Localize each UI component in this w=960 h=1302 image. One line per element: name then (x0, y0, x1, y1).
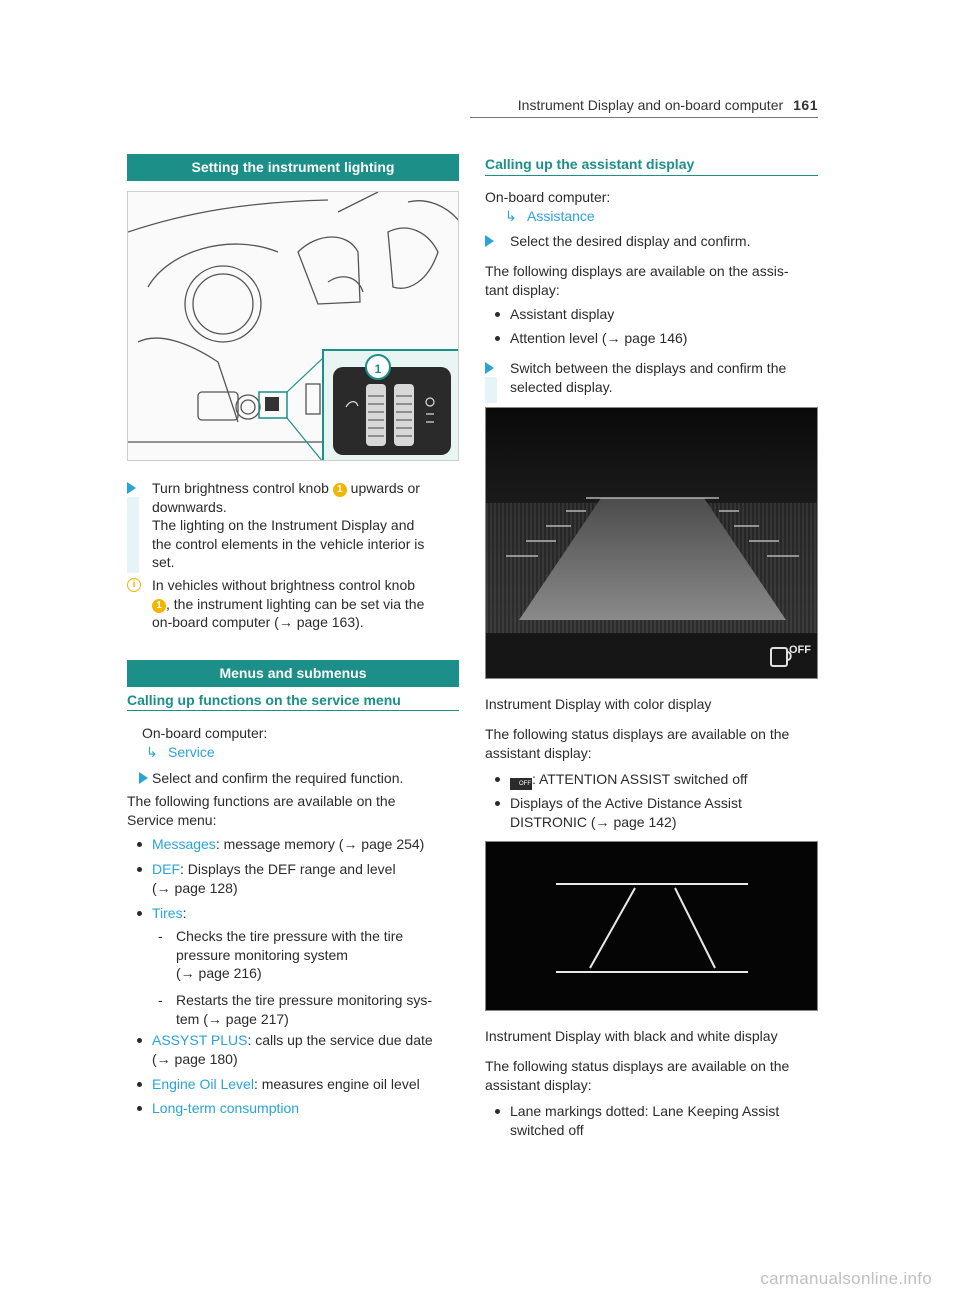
bullet-dot (137, 1038, 142, 1043)
info-line2 (152, 595, 424, 614)
long-term-link[interactable]: Long-term consumption (152, 1100, 300, 1116)
attention-off-label: OFF (789, 644, 811, 656)
tires-sub1-line1: Checks the tire pressure with the tire (176, 928, 404, 944)
menu-path-label: Assistance (527, 208, 595, 224)
status-line2: assistant display: (485, 744, 592, 761)
avail-line2: Service menu: (127, 811, 217, 828)
info-icon: i (127, 578, 141, 592)
bullet-dot (137, 1082, 142, 1087)
avail-line1: The following displays are available on the assis- (485, 263, 789, 279)
step-select-display-text: Select the desired display and confirm. (510, 233, 751, 249)
assyst-link[interactable]: ASSYST PLUS (152, 1032, 248, 1048)
dashboard-illustration (128, 192, 459, 461)
tires-colon: : (182, 905, 187, 921)
bullet-dot (495, 336, 500, 341)
header-rule (470, 117, 818, 118)
step-text-a: Turn brightness control knob (152, 480, 333, 496)
list-item-text-line2: switched off (510, 1121, 584, 1138)
step-text-line5: set. (152, 554, 175, 570)
tires-sub1-line2: pressure monitoring system (176, 946, 348, 963)
step-text-line1 (152, 479, 420, 498)
bullet-dot (495, 777, 500, 782)
attention-assist-off-text: : ATTENTION ASSIST switched off (532, 771, 748, 787)
tires-sub2-line2: tem (→ page 217) (176, 1010, 289, 1027)
avail-line2: tant display: (485, 281, 560, 298)
status2-line2: assistant display: (485, 1076, 592, 1093)
bullet-dot (137, 842, 142, 847)
header-title: Instrument Display and on-board computer (517, 97, 784, 113)
menu-path-arrow-icon: ↳ (146, 744, 158, 760)
watermark: carmanualsonline.info (760, 1268, 932, 1288)
assyst-desc: : calls up the service due date (247, 1032, 433, 1048)
bullet-dot (137, 911, 142, 916)
status-line1: The following status displays are available on the (485, 726, 790, 742)
step-select-text: Select and confirm the required function. (152, 770, 404, 786)
list-item-tires-text (152, 904, 186, 923)
bw-display-illustration (486, 842, 818, 1011)
list-item-text-line1: Displays of the Active Distance Assist (510, 795, 742, 811)
def-desc: : Displays the DEF range and level (180, 861, 396, 877)
info-callout-1: 1 (152, 599, 166, 613)
subheading-rule (485, 175, 818, 176)
step-turn-knob (127, 479, 467, 571)
def-ref: (→ page 128) (152, 879, 238, 896)
step-stripe (485, 377, 497, 403)
figure-bw-display (485, 841, 818, 1011)
step-switch-line2: selected display. (510, 378, 613, 395)
bullet-dot (495, 801, 500, 806)
step-arrow-icon (485, 235, 494, 247)
avail-line1: The following functions are available on the (127, 793, 396, 809)
attention-assist-off-icon: OFF (510, 778, 532, 790)
bullet-dot (495, 312, 500, 317)
dash-1: - (158, 928, 163, 944)
messages-link[interactable]: Messages (152, 836, 216, 852)
subheading-rule (127, 710, 459, 711)
list-item-oil-text (152, 1075, 420, 1094)
assyst-ref: (→ page 180) (152, 1050, 238, 1067)
bullet-dot (137, 1106, 142, 1111)
menu-path-label: Service (168, 744, 215, 760)
list-item-def-text (152, 860, 396, 879)
step-switch-line1: Switch between the displays and confirm the (510, 360, 787, 376)
list-item-long-term-text (152, 1099, 299, 1118)
list-item-text-line1: Lane markings dotted: Lane Keeping Assist (510, 1103, 780, 1119)
menu-intro: On-board computer: (142, 725, 268, 741)
status2-line1: The following status displays are available on the (485, 1058, 790, 1074)
knob-callout-1: 1 (333, 483, 347, 497)
messages-desc: : message memory (→ page 254) (215, 836, 425, 852)
bullet-dot (137, 867, 142, 872)
info-line2-text: , the instrument lighting can be set via the (166, 595, 425, 612)
step-text-line2: downwards. (152, 498, 227, 515)
figure-callout-1: 1 (374, 362, 382, 376)
step-arrow-icon (127, 482, 136, 494)
info-line1: In vehicles without brightness control knob (152, 577, 416, 593)
menu-path-arrow-icon: ↳ (505, 208, 517, 224)
page-number: 161 (793, 97, 818, 113)
caption-bw-display: Instrument Display with black and white display (485, 1028, 778, 1044)
info-line3: on-board computer (→ page 163). (152, 614, 364, 630)
tires-link[interactable]: Tires (152, 905, 183, 921)
subheading-service-menu: Calling up functions on the service menu (127, 692, 401, 708)
dash-2: - (158, 992, 163, 1008)
subheading-assistant-display: Calling up the assistant display (485, 156, 695, 172)
list-item-messages-text (152, 835, 424, 854)
running-header (398, 96, 818, 115)
def-link[interactable]: DEF (152, 861, 180, 877)
step-select-display (485, 232, 825, 252)
section-bar-menus: Menus and submenus (127, 660, 459, 687)
list-item-text (510, 770, 748, 790)
step-text-b: upwards or (346, 480, 420, 496)
step-arrow-icon (139, 772, 148, 784)
menu-path-assistance[interactable] (505, 207, 595, 226)
tires-sub1-line3: (→ page 216) (176, 965, 262, 981)
list-item-text-line2: DISTRONIC (→ page 142) (510, 813, 677, 830)
step-stripe (127, 497, 139, 573)
tires-sub2-line1: Restarts the tire pressure monitoring sys- (176, 992, 432, 1008)
bullet-dot (495, 1109, 500, 1114)
figure-dashboard-lighting-knob (127, 191, 459, 461)
step-switch-displays (485, 359, 825, 403)
step-select-function (127, 769, 467, 789)
menu-path-service[interactable] (146, 743, 215, 762)
caption-color-display: Instrument Display with color display (485, 696, 712, 712)
step-text-line3: The lighting on the Instrument Display and (152, 517, 415, 533)
oil-link[interactable]: Engine Oil Level (152, 1076, 254, 1092)
menu-intro: On-board computer: (485, 189, 611, 205)
figure-color-display (485, 407, 818, 679)
list-item-text: Attention level (→ page 146) (510, 330, 688, 346)
color-display-illustration (486, 408, 818, 679)
list-item-assyst-text (152, 1031, 433, 1050)
step-arrow-icon (485, 362, 494, 374)
list-item-text: Assistant display (510, 306, 615, 322)
oil-desc: : measures engine oil level (253, 1076, 420, 1092)
step-text-line4: the control elements in the vehicle interior is (152, 535, 425, 552)
section-bar-instrument-lighting: Setting the instrument lighting (127, 154, 459, 181)
